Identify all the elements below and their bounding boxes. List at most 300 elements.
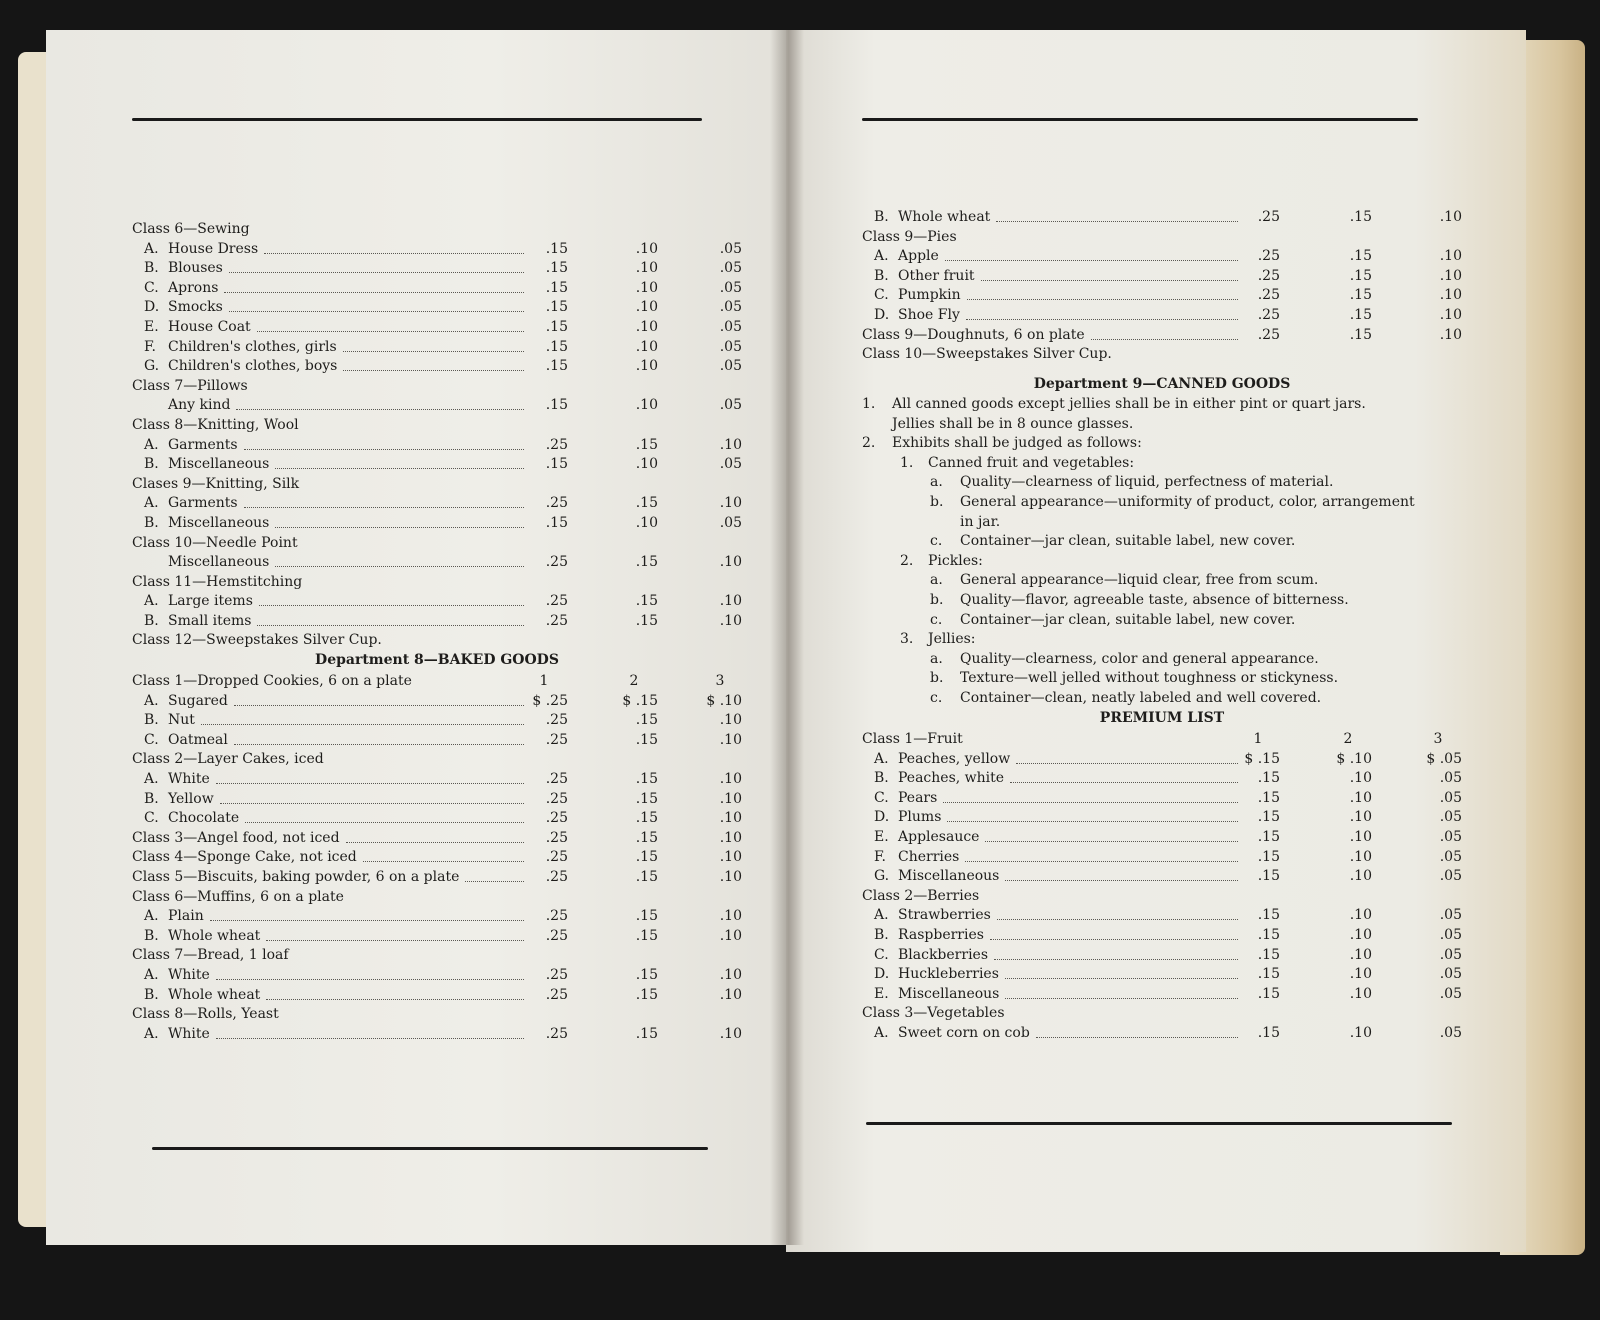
item-label: Blackberries: [898, 946, 989, 963]
premium-value-3: .10: [1439, 209, 1462, 225]
place-number-1: 1: [1253, 731, 1263, 747]
premium-value-1: .15: [545, 358, 568, 375]
rule-text: Quality—flavor, agreeable taste, absence of bitterness.: [960, 591, 1349, 608]
class-heading-row: [132, 534, 742, 554]
premium-value-2: .15: [635, 790, 658, 807]
rule-line: [862, 514, 1482, 534]
premium-value-1: .25: [545, 731, 568, 748]
left-page: [46, 30, 786, 1245]
premium-value-1: .25: [545, 790, 568, 807]
dot-leader: [947, 821, 1238, 822]
premium-value-3: .05: [1439, 770, 1462, 787]
premium-value-3: .05: [1439, 789, 1462, 806]
rule-number: b.: [930, 493, 944, 510]
premium-item-row: [132, 966, 742, 986]
item-label: White: [168, 966, 210, 983]
item-letter: D.: [144, 299, 160, 316]
rule-number: 1.: [862, 396, 876, 412]
item-label: Miscellaneous: [898, 985, 1000, 1002]
dot-leader: [275, 468, 524, 469]
class-label: Clases 9—Knitting, Silk: [132, 475, 300, 492]
dot-leader: [343, 370, 524, 371]
item-letter: D.: [874, 809, 890, 826]
dot-leader: [985, 841, 1238, 842]
item-label: Oatmeal: [168, 731, 228, 748]
premium-value-1: .15: [545, 279, 568, 296]
rule-number: 2.: [862, 435, 876, 452]
item-label: Pumpkin: [898, 287, 961, 304]
premium-value-3: .05: [1439, 828, 1462, 845]
item-letter: A.: [144, 966, 159, 983]
premium-value-1: .25: [545, 927, 568, 944]
premium-item-row: [862, 867, 1462, 887]
premium-value-1: .25: [1257, 209, 1280, 225]
dot-leader: [216, 979, 524, 980]
rule-number: c.: [930, 689, 943, 706]
place-number-2: 2: [629, 673, 639, 690]
dot-leader: [967, 299, 1238, 300]
rule-line: [862, 651, 1482, 671]
rule-line: [862, 670, 1482, 690]
rule-text: Canned fruit and vegetables:: [928, 454, 1135, 471]
premium-value-3: .10: [719, 593, 742, 610]
canned-goods-rules: [862, 396, 1482, 710]
place-number-1: 1: [539, 673, 549, 690]
premium-value-2: .10: [1349, 1024, 1372, 1041]
premium-value-1: $ .15: [1244, 750, 1280, 767]
item-label: Apple: [898, 248, 939, 265]
rule-line: [862, 416, 1482, 436]
premium-value-3: .10: [719, 612, 742, 629]
premium-list: [862, 730, 1462, 1044]
premium-value-3: .10: [719, 966, 742, 983]
premium-value-3: .05: [719, 318, 742, 335]
premium-value-3: .05: [719, 514, 742, 531]
premium-value-1: .25: [545, 810, 568, 827]
premium-value-2: .15: [635, 612, 658, 629]
premium-item-row: [862, 848, 1462, 868]
dot-leader: [257, 625, 524, 626]
place-number-3: 3: [715, 673, 725, 690]
premium-value-2: .15: [635, 829, 658, 846]
rule-line: [862, 690, 1482, 710]
premium-item-row: [862, 808, 1462, 828]
premium-item-row: [132, 809, 742, 829]
item-letter: A.: [144, 436, 159, 453]
dot-leader: [244, 449, 524, 450]
premium-value-1: .25: [545, 908, 568, 925]
class-heading-row: [132, 1005, 742, 1025]
premium-value-2: .10: [1349, 828, 1372, 845]
item-letter: C.: [874, 789, 889, 806]
class-heading-row: [132, 573, 742, 593]
item-label: Cherries: [898, 848, 960, 865]
premium-value-1: .25: [545, 869, 568, 885]
dot-leader: [201, 724, 524, 725]
premium-value-2: $ .10: [1336, 750, 1372, 767]
premium-item-row: [862, 247, 1462, 267]
premium-value-2: .10: [1349, 946, 1372, 963]
premium-value-1: .25: [545, 593, 568, 610]
class-heading-row: [132, 888, 742, 908]
premium-item-row: [132, 553, 742, 573]
class-item-row: [132, 829, 742, 849]
item-label: Peaches, white: [898, 770, 1005, 787]
class-label: Class 9—Doughnuts, 6 on plate: [862, 326, 1085, 343]
class-heading-row: [132, 220, 742, 240]
class-heading-row: [132, 631, 742, 651]
item-label: Garments: [168, 495, 238, 512]
premium-value-3: .05: [1439, 907, 1462, 924]
item-letter: A.: [144, 771, 159, 788]
rule-number: a.: [930, 572, 943, 589]
dot-leader: [220, 803, 524, 804]
premium-value-3: .10: [719, 1025, 742, 1042]
class-heading-row: [132, 672, 742, 692]
premium-value-2: .10: [635, 260, 658, 277]
rule-line: [862, 553, 1482, 573]
premium-item-row: [862, 926, 1462, 946]
item-letter: C.: [874, 946, 889, 963]
item-label: Any kind: [168, 397, 231, 414]
premium-value-2: .10: [1349, 848, 1372, 865]
premium-value-2: $ .15: [622, 692, 658, 709]
premium-value-2: .15: [1349, 267, 1372, 284]
class-label: Class 10—Sweepstakes Silver Cup.: [862, 346, 1112, 363]
item-letter: C.: [144, 731, 159, 748]
dot-leader: [994, 959, 1238, 960]
item-letter: A.: [144, 908, 159, 925]
department-9-title: Department 9—CANNED GOODS: [1033, 376, 1291, 392]
premium-value-3: .05: [1439, 985, 1462, 1002]
premium-value-3: .05: [719, 240, 742, 257]
premium-value-1: .15: [1257, 966, 1280, 983]
premium-value-3: .10: [1439, 326, 1462, 343]
dot-leader: [1005, 880, 1238, 881]
item-label: Children's clothes, boys: [168, 358, 338, 375]
item-label: Whole wheat: [898, 209, 991, 225]
premium-item-row: [862, 208, 1462, 228]
premium-value-3: .10: [1439, 306, 1462, 323]
premium-value-2: .15: [635, 495, 658, 512]
item-label: Garments: [168, 436, 238, 453]
premium-value-1: .15: [1257, 809, 1280, 826]
premium-value-1: .15: [545, 299, 568, 316]
rule-number: b.: [930, 670, 944, 687]
premium-value-1: .25: [545, 849, 568, 866]
item-letter: B.: [874, 209, 889, 225]
dot-leader: [224, 292, 524, 293]
class-label: Class 1—Fruit: [862, 731, 963, 747]
dot-leader: [229, 311, 524, 312]
item-label: Plums: [898, 809, 942, 826]
premium-value-2: .15: [1349, 306, 1372, 323]
premium-value-1: .25: [1257, 326, 1280, 343]
premium-value-3: .10: [719, 849, 742, 866]
class-label: Class 12—Sweepstakes Silver Cup.: [132, 632, 382, 649]
premium-value-1: .15: [545, 260, 568, 277]
premium-value-2: .10: [635, 358, 658, 375]
premium-item-row: [862, 906, 1462, 926]
class-heading-row: [132, 946, 742, 966]
class-item-row: [862, 326, 1462, 346]
item-letter: A.: [144, 240, 159, 257]
class-label: Class 7—Bread, 1 loaf: [132, 947, 289, 964]
dot-leader: [216, 1038, 524, 1039]
dot-leader: [996, 221, 1238, 222]
premium-value-3: .10: [1439, 248, 1462, 265]
premium-value-2: .10: [635, 397, 658, 414]
premium-value-1: .25: [1257, 287, 1280, 304]
premium-value-3: .05: [1439, 848, 1462, 865]
top-rule: [132, 118, 702, 121]
premium-value-1: .15: [1257, 828, 1280, 845]
premium-value-2: .15: [1349, 248, 1372, 265]
class-heading-row: [862, 345, 1462, 365]
rule-line: [862, 612, 1482, 632]
premium-value-3: .10: [719, 927, 742, 944]
dot-leader: [1005, 978, 1238, 979]
premium-value-3: .10: [719, 829, 742, 846]
item-letter: E.: [874, 828, 889, 845]
dot-leader: [244, 507, 524, 508]
dot-leader: [943, 802, 1238, 803]
item-letter: B.: [874, 770, 889, 787]
item-letter: A.: [144, 692, 159, 709]
premium-item-row: [132, 357, 742, 377]
premium-value-3: .10: [719, 986, 742, 1003]
premium-value-1: .25: [545, 612, 568, 629]
class-label: Class 8—Rolls, Yeast: [132, 1006, 279, 1023]
dot-leader: [990, 939, 1238, 940]
premium-value-2: .15: [635, 593, 658, 610]
premium-item-row: [862, 985, 1462, 1005]
class-label: Class 1—Dropped Cookies, 6 on a plate: [132, 673, 412, 690]
premium-value-1: .15: [1257, 985, 1280, 1002]
premium-value-1: .25: [545, 495, 568, 512]
item-letter: B.: [144, 612, 159, 629]
premium-value-2: .15: [635, 554, 658, 571]
dot-leader: [234, 705, 524, 706]
premium-value-2: .10: [1349, 809, 1372, 826]
class-heading-row: [862, 730, 1462, 750]
premium-item-row: [132, 298, 742, 318]
premium-value-2: .10: [635, 299, 658, 316]
right-page: [786, 30, 1526, 1252]
premium-value-3: .10: [719, 731, 742, 748]
premium-item-row: [862, 789, 1462, 809]
rule-line: [862, 533, 1482, 553]
item-letter: C.: [144, 279, 159, 296]
item-label: Applesauce: [898, 828, 980, 845]
dot-leader: [257, 331, 524, 332]
item-letter: B.: [144, 927, 159, 944]
premium-value-3: .05: [1439, 946, 1462, 963]
rule-text: All canned goods except jellies shall be in either pint or quart jars.: [892, 396, 1366, 412]
rule-text: Texture—well jelled without toughness or stickyness.: [960, 670, 1339, 687]
dot-leader: [210, 920, 524, 921]
item-label: Plain: [168, 908, 204, 925]
rule-number: 1.: [900, 454, 914, 471]
item-letter: A.: [144, 1025, 159, 1042]
premium-value-1: .15: [545, 514, 568, 531]
item-label: Miscellaneous: [168, 554, 270, 571]
premium-value-3: .05: [719, 279, 742, 296]
item-letter: A.: [874, 907, 889, 924]
dot-leader: [343, 351, 524, 352]
premium-value-1: .25: [545, 712, 568, 729]
dot-leader: [1036, 1037, 1238, 1038]
rule-number: 2.: [900, 552, 914, 569]
premium-value-1: $ .25: [532, 692, 568, 709]
premium-value-2: .10: [1349, 770, 1372, 787]
premium-value-3: .05: [719, 397, 742, 414]
premium-item-row: [862, 306, 1462, 326]
premium-value-3: .05: [1439, 868, 1462, 885]
class-label: Class 10—Needle Point: [132, 534, 298, 551]
premium-value-2: .10: [1349, 985, 1372, 1002]
top-rule: [862, 118, 1418, 121]
premium-value-3: .05: [719, 260, 742, 277]
premium-item-row: [132, 927, 742, 947]
item-label: Whole wheat: [168, 986, 261, 1003]
premium-item-row: [132, 770, 742, 790]
premium-item-row: [132, 790, 742, 810]
class-heading-row: [132, 475, 742, 495]
premium-value-1: .15: [1257, 848, 1280, 865]
rule-line: [862, 631, 1482, 651]
premium-item-row: [132, 612, 742, 632]
premium-item-row: [862, 769, 1462, 789]
premium-item-row: [132, 711, 742, 731]
rule-number: a.: [930, 650, 943, 667]
premium-value-1: .25: [545, 966, 568, 983]
class-item-row: [132, 848, 742, 868]
premium-item-row: [862, 1024, 1462, 1044]
premium-item-row: [132, 338, 742, 358]
item-label: Sweet corn on cob: [898, 1024, 1030, 1041]
premium-value-1: .15: [1257, 1024, 1280, 1041]
right-page-top-section: [862, 208, 1462, 365]
item-label: White: [168, 1025, 210, 1042]
rule-number: c.: [930, 611, 943, 628]
left-page-content: [132, 220, 742, 1044]
class-heading-row: [132, 750, 742, 770]
premium-value-3: .05: [719, 358, 742, 375]
class-label: Class 8—Knitting, Wool: [132, 416, 299, 433]
item-letter: D.: [874, 966, 890, 983]
rule-text: Container—clean, neatly labeled and well covered.: [960, 689, 1322, 706]
rule-text: Exhibits shall be judged as follows:: [892, 435, 1142, 452]
item-label: Miscellaneous: [898, 868, 1000, 885]
premium-item-row: [132, 396, 742, 416]
item-label: Nut: [168, 712, 195, 729]
item-letter: A.: [874, 750, 889, 767]
dot-leader: [234, 744, 524, 745]
item-label: Children's clothes, girls: [168, 338, 337, 355]
premium-item-row: [862, 267, 1462, 287]
premium-value-3: $ .10: [706, 692, 742, 709]
premium-value-1: .25: [545, 554, 568, 571]
premium-value-1: .25: [1257, 267, 1280, 284]
class-label: Class 9—Pies: [862, 228, 957, 245]
item-label: Shoe Fly: [898, 306, 960, 323]
premium-value-1: .25: [1257, 248, 1280, 265]
rule-line: [862, 435, 1482, 455]
item-letter: D.: [874, 306, 890, 323]
item-letter: B.: [144, 514, 159, 531]
item-letter: A.: [874, 248, 889, 265]
premium-value-2: .10: [1349, 868, 1372, 885]
premium-value-1: .15: [545, 397, 568, 414]
premium-item-row: [132, 318, 742, 338]
dot-leader: [346, 842, 524, 843]
premium-value-2: .15: [1349, 326, 1372, 343]
premium-value-1: .25: [545, 436, 568, 453]
premium-value-2: .10: [635, 279, 658, 296]
premium-value-3: .10: [719, 908, 742, 925]
premium-item-row: [862, 965, 1462, 985]
rule-text: Quality—clearness of liquid, perfectness of material.: [960, 474, 1334, 491]
dot-leader: [1010, 782, 1238, 783]
premium-item-row: [862, 750, 1462, 770]
place-number-2: 2: [1343, 731, 1353, 747]
item-letter: B.: [144, 712, 159, 729]
dot-leader: [266, 940, 524, 941]
item-label: Pears: [898, 789, 938, 806]
rule-text: Container—jar clean, suitable label, new cover.: [960, 611, 1296, 628]
class-label: Class 4—Sponge Cake, not iced: [132, 849, 357, 866]
item-letter: B.: [874, 267, 889, 284]
premium-item-row: [132, 1025, 742, 1045]
rule-text: in jar.: [960, 513, 1001, 530]
premium-value-2: .15: [635, 771, 658, 788]
class-label: Class 2—Berries: [862, 887, 980, 904]
premium-value-3: $ .05: [1426, 750, 1462, 767]
item-label: Strawberries: [898, 907, 991, 924]
dot-leader: [965, 861, 1238, 862]
premium-value-2: .10: [1349, 926, 1372, 943]
item-label: Small items: [168, 612, 252, 629]
item-label: Smocks: [168, 299, 223, 316]
item-label: White: [168, 771, 210, 788]
item-letter: F.: [144, 338, 156, 355]
premium-value-3: .10: [719, 554, 742, 571]
item-label: Aprons: [168, 279, 219, 296]
book-gutter-shadow: [770, 30, 804, 1245]
premium-value-1: .25: [545, 771, 568, 788]
premium-value-3: .05: [719, 456, 742, 473]
dot-leader: [275, 527, 524, 528]
dot-leader: [363, 861, 524, 862]
rule-text: General appearance—uniformity of product, color, arrangement: [960, 493, 1415, 510]
premium-value-2: .15: [635, 849, 658, 866]
premium-value-3: .05: [1439, 1024, 1462, 1041]
item-letter: E.: [144, 318, 159, 335]
item-letter: B.: [144, 986, 159, 1003]
premium-value-2: .10: [635, 456, 658, 473]
class-label: Class 7—Pillows: [132, 377, 248, 394]
premium-value-2: .15: [1349, 209, 1372, 225]
department-header: Department 8—BAKED GOODS: [315, 652, 559, 669]
premium-item-row: [132, 907, 742, 927]
premium-value-1: .15: [545, 456, 568, 473]
premium-value-1: .15: [545, 240, 568, 257]
item-letter: E.: [874, 985, 889, 1002]
premium-item-row: [132, 259, 742, 279]
dot-leader: [229, 272, 524, 273]
item-label: Chocolate: [168, 810, 240, 827]
